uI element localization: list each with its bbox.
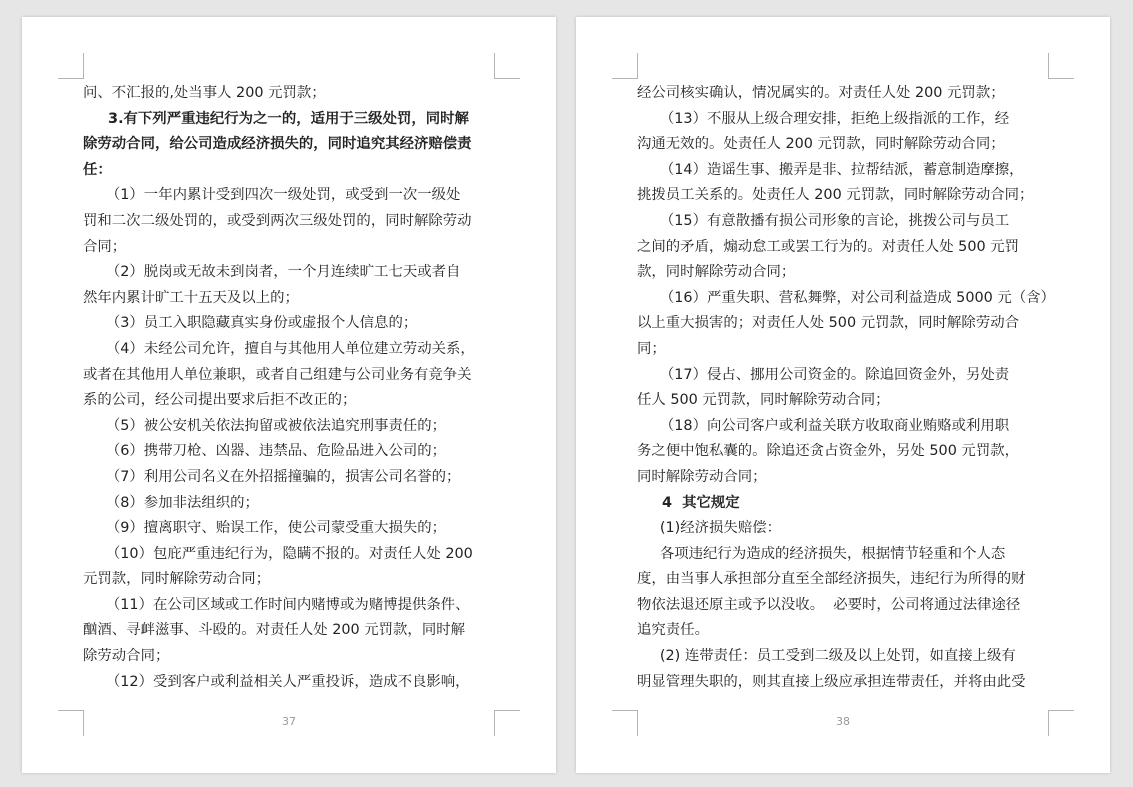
text-line: 合同； <box>83 238 127 255</box>
page-body-text <box>83 81 494 695</box>
text-line: 然年内累计旷工十五天及以上的； <box>83 289 299 306</box>
text-line: 度，由当事人承担部分直至全部经济损失，违纪行为所得的财 <box>637 571 1026 588</box>
text-line: 问、不汇报的,处当事人 200 元罚款； <box>83 85 326 101</box>
text-line: 各项违纪行为造成的经济损失，根据情节轻重和个人态 <box>637 545 1006 562</box>
text-line: （18）向公司客户或利益关联方收取商业贿赂或利用职 <box>637 417 1010 434</box>
document-page-38 <box>576 17 1110 773</box>
text-line: 挑拨员工关系的。处责任人 200 元罚款，同时解除劳动合同； <box>637 187 1034 204</box>
text-line: 酗酒、寻衅滋事、斗殴的。对责任人处 200 元罚款，同时解 <box>83 622 465 639</box>
text-line: （1）一年内累计受到四次一级处罚，或受到一次一级处 <box>83 187 461 204</box>
text-line: 务之便中饱私囊的。除追还贪占资金外，另处 500 元罚款， <box>637 443 1019 460</box>
text-line: （4）未经公司允许，擅自与其他用人单位建立劳动关系， <box>83 340 475 357</box>
text-line: 同； <box>637 340 666 357</box>
text-line: （7）利用公司名义在外招摇撞骗的，损害公司名誉的； <box>83 468 461 485</box>
text-line: 经公司核实确认，情况属实的。对责任人处 200 元罚款； <box>637 85 1005 101</box>
text-line: 任： <box>83 161 112 178</box>
text-line: （16）严重失职、营私舞弊，对公司利益造成 5000 元（含） <box>637 289 1055 306</box>
text-line: （17）侵占、挪用公司资金的。除追回资金外，另处责 <box>637 366 1010 383</box>
text-line: （6）携带刀枪、凶器、违禁品、危险品进入公司的； <box>83 443 447 460</box>
text-line: 追究责任。 <box>637 622 709 639</box>
page-number: 38 <box>836 715 850 728</box>
text-line: 沟通无效的。处责任人 200 元罚款，同时解除劳动合同； <box>637 136 1005 153</box>
text-line: 罚和二次二级处罚的，或受到两次三级处罚的，同时解除劳动 <box>83 212 472 229</box>
text-line: （14）造谣生事、搬弄是非、拉帮结派，蓄意制造摩擦， <box>637 161 1024 178</box>
page-body-text <box>637 81 1055 695</box>
text-line: （10）包庇严重违纪行为，隐瞒不报的。对责任人处 200 <box>83 545 473 562</box>
text-line: （9）擅离职守、贻误工作，使公司蒙受重大损失的； <box>83 520 447 537</box>
text-line: 3.有下列严重违纪行为之一的，适用于三级处罚，同时解 <box>83 110 469 127</box>
document-page-37 <box>22 17 556 773</box>
text-line: 4 其它规定 <box>637 494 740 511</box>
text-line: 除劳动合同，给公司造成经济损失的，同时追究其经济赔偿责 <box>83 136 472 153</box>
text-line: 除劳动合同； <box>83 648 170 665</box>
crop-mark-top-left <box>58 53 84 79</box>
text-line: （12）受到客户或利益相关人严重投诉，造成不良影响， <box>83 673 470 690</box>
text-line: （8）参加非法组织的； <box>83 494 259 511</box>
text-line: (2) 连带责任：员工受到二级及以上处罚，如直接上级有 <box>637 648 1016 665</box>
text-line: （13）不服从上级合理安排，拒绝上级指派的工作，经 <box>637 110 1010 127</box>
text-line: 元罚款，同时解除劳动合同； <box>83 571 271 588</box>
text-line: （2）脱岗或无故未到岗者，一个月连续旷工七天或者自 <box>83 264 461 281</box>
text-line: 或者在其他用人单位兼职，或者自己组建与公司业务有竞争关 <box>83 366 472 383</box>
text-line: （5）被公安机关依法拘留或被依法追究刑事责任的； <box>83 417 447 434</box>
text-line: （11）在公司区域或工作时间内赌博或为赌博提供条件、 <box>83 596 470 613</box>
text-line: 明显管理失职的，则其直接上级应承担连带责任，并将由此受 <box>637 673 1026 690</box>
text-line: （15）有意散播有损公司形象的言论，挑拨公司与员工 <box>637 212 1010 229</box>
crop-mark-top-right <box>1048 53 1074 79</box>
text-line: 之间的矛盾，煽动怠工或罢工行为的。对责任人处 500 元罚 <box>637 238 1019 255</box>
text-line: 任人 500 元罚款，同时解除劳动合同； <box>637 392 890 409</box>
text-line: （3）员工入职隐藏真实身份或虚报个人信息的； <box>83 315 418 332</box>
crop-mark-top-right <box>494 53 520 79</box>
crop-mark-top-left <box>612 53 638 79</box>
text-line: (1)经济损失赔偿： <box>637 520 781 537</box>
page-number: 37 <box>282 715 296 728</box>
text-line: 款，同时解除劳动合同； <box>637 264 796 281</box>
text-line: 系的公司，经公司提出要求后拒不改正的； <box>83 392 357 409</box>
text-line: 同时解除劳动合同； <box>637 468 767 485</box>
text-line: 物依法退还原主或予以没收。 必要时，公司将通过法律途径 <box>637 596 1021 613</box>
text-line: 以上重大损害的；对责任人处 500 元罚款，同时解除劳动合 <box>637 315 1019 332</box>
